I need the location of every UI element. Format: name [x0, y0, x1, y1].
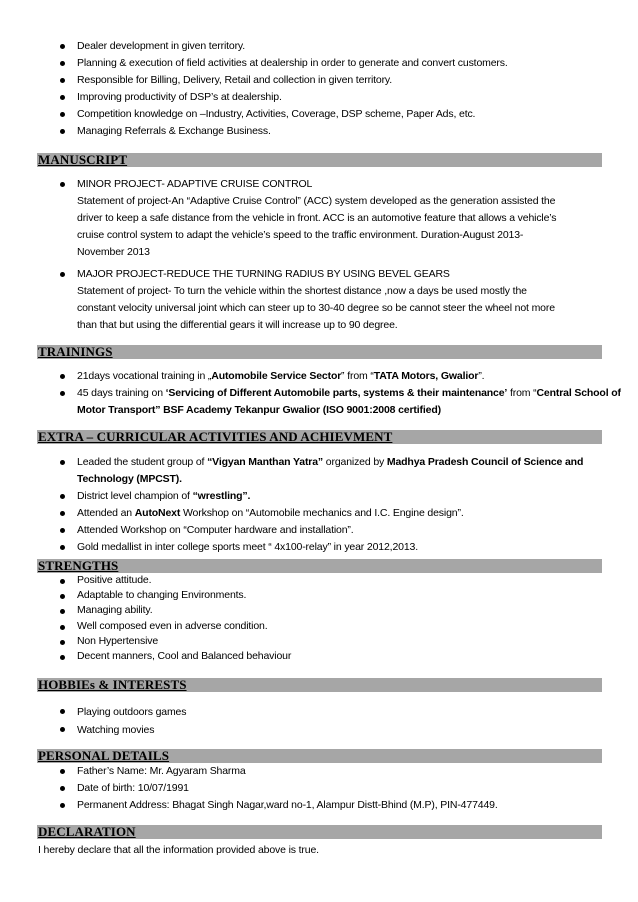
list-item: Gold medallist in inter college sports meet “ 4x100-relay” in year 2012,2013. — [38, 539, 637, 556]
list-item: Adaptable to changing Environments. — [38, 588, 291, 603]
section-title: TRAININGS — [38, 344, 113, 359]
text: Madhya Pradesh Council of Science and Technology (MPCST). — [77, 456, 584, 485]
list-item: Attended Workshop on “Computer hardware and installation”. — [38, 522, 637, 539]
text: ”. — [478, 370, 485, 382]
list-item: Permanent Address: Bhagat Singh Nagar,ward no-1, Alampur Distt-Bhind (M.P), PIN-477449. — [38, 797, 498, 814]
text: District level champion of — [77, 490, 193, 502]
list-item: Watching movies — [38, 721, 186, 739]
text: Leaded the student group of — [77, 456, 208, 468]
text: AutoNext — [134, 507, 181, 519]
section-heading-strengths — [37, 559, 602, 573]
text: 21days vocational training in „ — [77, 370, 212, 382]
list-item — [38, 505, 637, 522]
section-heading-personal-details — [37, 749, 602, 763]
list-item: Positive attitude. — [38, 573, 291, 588]
project-line: Statement of project- To turn the vehicle within the shortest distance ,now a days be used mostly the — [77, 285, 527, 297]
list-item: Planning & execution of field activities at dealership in order to generate and convert customers. — [38, 55, 508, 72]
list-item: Playing outdoors games — [38, 703, 186, 721]
project-title: MINOR PROJECT- ADAPTIVE CRUISE CONTROL — [77, 178, 313, 190]
list-item — [38, 385, 637, 419]
text: “Vigyan Manthan Yatra” — [207, 456, 324, 468]
manuscript-list-2 — [38, 266, 637, 334]
list-item: Well composed even in adverse condition. — [38, 619, 291, 634]
section-title: HOBBIEs & INTERESTS — [38, 677, 187, 692]
text: 45 days training on — [77, 387, 166, 399]
section-title: DECLARATION — [38, 824, 136, 839]
text: Central School of Motor Transport” BSF Academy Tekanpur Gwalior (ISO 9001:2008 certified) — [77, 387, 621, 416]
text: ‟ from “ — [341, 370, 374, 382]
extra-curricular-list — [38, 454, 637, 556]
list-item — [38, 454, 637, 488]
hobbies-list — [38, 703, 186, 739]
list-item: Improving productivity of DSP’s at dealership. — [38, 89, 508, 106]
section-heading-manuscript — [37, 153, 602, 167]
section-heading-trainings — [37, 345, 602, 359]
responsibilities-list — [38, 38, 508, 140]
text: “wrestling”. — [192, 490, 251, 502]
list-item — [38, 368, 637, 385]
project-line: driver to keep a safe distance from the vehicle in front. ACC is an automotive feature that allows a vehicle’s — [77, 212, 557, 224]
list-item: Managing ability. — [38, 603, 291, 618]
list-item: Dealer development in given territory. — [38, 38, 508, 55]
trainings-list — [38, 368, 637, 419]
strengths-list — [38, 573, 291, 664]
project-line: Statement of project-An “Adaptive Cruise Control” (ACC) system developed as the generation assisted the — [77, 195, 556, 207]
list-item — [38, 176, 637, 261]
project-line: constant velocity universal joint which can steer up to 30-40 degree so be cannot steer the wheel not more — [77, 302, 555, 314]
text: Attended an — [77, 507, 135, 519]
text: Workshop on “Automobile mechanics and I.C. Engine design”. — [180, 507, 464, 519]
section-heading-extra-curricular — [37, 430, 602, 444]
section-heading-declaration — [37, 825, 602, 839]
manuscript-list — [38, 176, 637, 261]
list-item: Competition knowledge on –Industry, Activities, Coverage, DSP scheme, Paper Ads, etc. — [38, 106, 508, 123]
list-item: Father’s Name: Mr. Agyaram Sharma — [38, 763, 498, 780]
text: Automobile Service Sector — [211, 370, 342, 382]
project-line: November 2013 — [77, 246, 150, 258]
text: TATA Motors, Gwalior — [373, 370, 479, 382]
list-item: Date of birth: 10/07/1991 — [38, 780, 498, 797]
section-title: PERSONAL DETAILS — [38, 748, 170, 763]
list-item: Non Hypertensive — [38, 634, 291, 649]
list-item — [38, 266, 637, 334]
project-line: than that but using the differential gears it will increase up to 90 degree. — [77, 319, 398, 331]
declaration-text: I hereby declare that all the information provided above is true. — [38, 844, 319, 856]
list-item — [38, 488, 637, 505]
text: organized by — [323, 456, 387, 468]
list-item: Responsible for Billing, Delivery, Retail and collection in given territory. — [38, 72, 508, 89]
personal-details-list — [38, 763, 498, 814]
project-line: cruise control system to adapt the vehicle’s speed to the traffic environment. Duration-August 2013- — [77, 229, 524, 241]
text: ‘Servicing of Different Automobile parts, systems & their maintenance’ — [165, 387, 508, 399]
text: from “ — [507, 387, 537, 399]
project-title: MAJOR PROJECT-REDUCE THE TURNING RADIUS BY USING BEVEL GEARS — [77, 268, 450, 280]
section-title: MANUSCRIPT — [38, 152, 128, 167]
list-item: Decent manners, Cool and Balanced behaviour — [38, 649, 291, 664]
section-heading-hobbies — [37, 678, 602, 692]
list-item: Managing Referrals & Exchange Business. — [38, 123, 508, 140]
section-title: STRENGTHS — [38, 558, 119, 573]
section-title: EXTRA – CURRICULAR ACTIVITIES AND ACHIEVMENT — [38, 429, 393, 444]
